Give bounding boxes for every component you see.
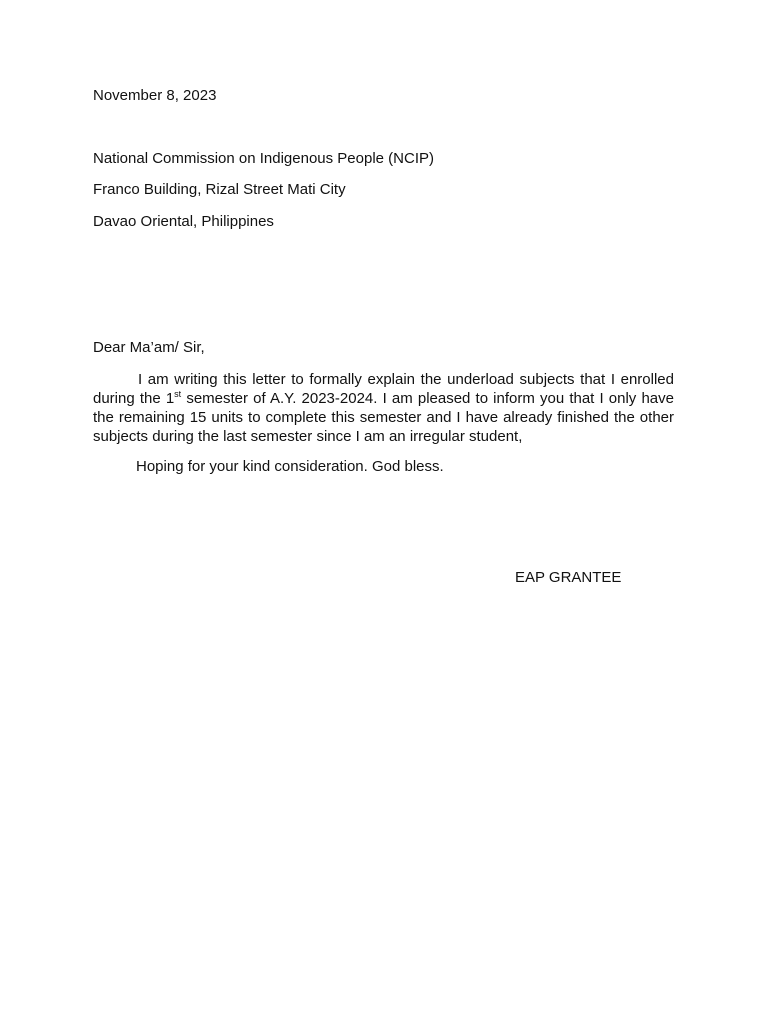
body-paragraph — [93, 370, 674, 446]
body-ordinal-superscript: st — [174, 389, 182, 399]
letter-date: November 8, 2023 — [93, 87, 217, 104]
salutation: Dear Ma’am/ Sir, — [93, 339, 205, 356]
recipient-name: National Commission on Indigenous People (NCIP) — [93, 150, 435, 167]
recipient-address-street: Franco Building, Rizal Street Mati City — [93, 181, 346, 198]
recipient-address-region: Davao Oriental, Philippines — [93, 213, 274, 230]
signature-name: EAP GRANTEE — [515, 569, 622, 586]
body-text-part2: semester of A.Y. 2023-2024. I am pleased to inform you that I only have the remaining 15 units to complete this semester and I have already finished the other subjects during the last semester since I am an irregular student, — [93, 390, 674, 445]
body-text-part1: I am writing this letter to formally explain the underload subjects that I enrolled during the 1 — [93, 371, 674, 407]
closing-line: Hoping for your kind consideration. God bless. — [136, 458, 444, 475]
